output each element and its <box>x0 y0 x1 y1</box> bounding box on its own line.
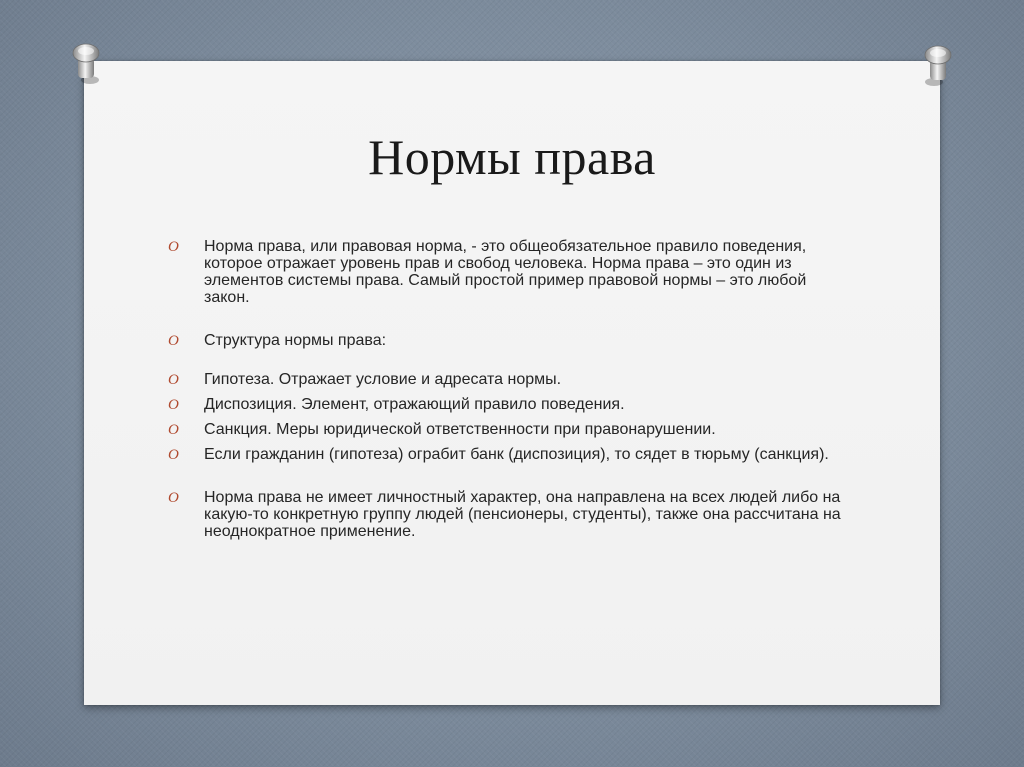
bullet-marker: O <box>168 422 179 438</box>
list-item-text: Гипотеза. Отражает условие и адресата нормы. <box>204 371 562 388</box>
list-item-text: Если гражданин (гипотеза) ограбит банк (диспозиция), то сядет в тюрьму (санкция). <box>204 446 829 463</box>
list-item <box>168 489 848 540</box>
list-item <box>168 396 848 413</box>
slide-title: Нормы права <box>368 129 656 185</box>
pushpin-icon <box>920 42 956 88</box>
bullet-marker: O <box>168 333 179 349</box>
bullet-list <box>168 238 848 540</box>
list-item-text: Норма права, или правовая норма, - это общеобязательное правило поведения, которое отражает уровень прав и свобод человека. Норма права – это один из элементов системы права. Самый простой пример правовой нормы – это любой закон. <box>204 238 807 306</box>
bullet-marker: O <box>168 447 179 463</box>
bullet-marker: O <box>168 372 179 388</box>
bullet-marker: O <box>168 490 179 506</box>
list-item-text: Диспозиция. Элемент, отражающий правило поведения. <box>204 396 625 413</box>
bullet-marker: O <box>168 239 179 255</box>
bullet-marker: O <box>168 397 179 413</box>
list-item-text: Санкция. Меры юридической ответственности при правонарушении. <box>204 421 716 438</box>
list-item-text: Норма права не имеет личностный характер, она направлена на всех людей либо на какую-то конкретную группу людей (пенсионеры, студенты), также она рассчитана на неоднократное применение. <box>204 489 841 540</box>
list-item <box>168 421 848 438</box>
list-item <box>168 446 848 463</box>
pushpin-icon <box>68 40 104 86</box>
list-item <box>168 332 848 349</box>
list-item-text: Структура нормы права: <box>204 332 387 349</box>
list-item <box>168 238 848 306</box>
list-item <box>168 371 848 388</box>
